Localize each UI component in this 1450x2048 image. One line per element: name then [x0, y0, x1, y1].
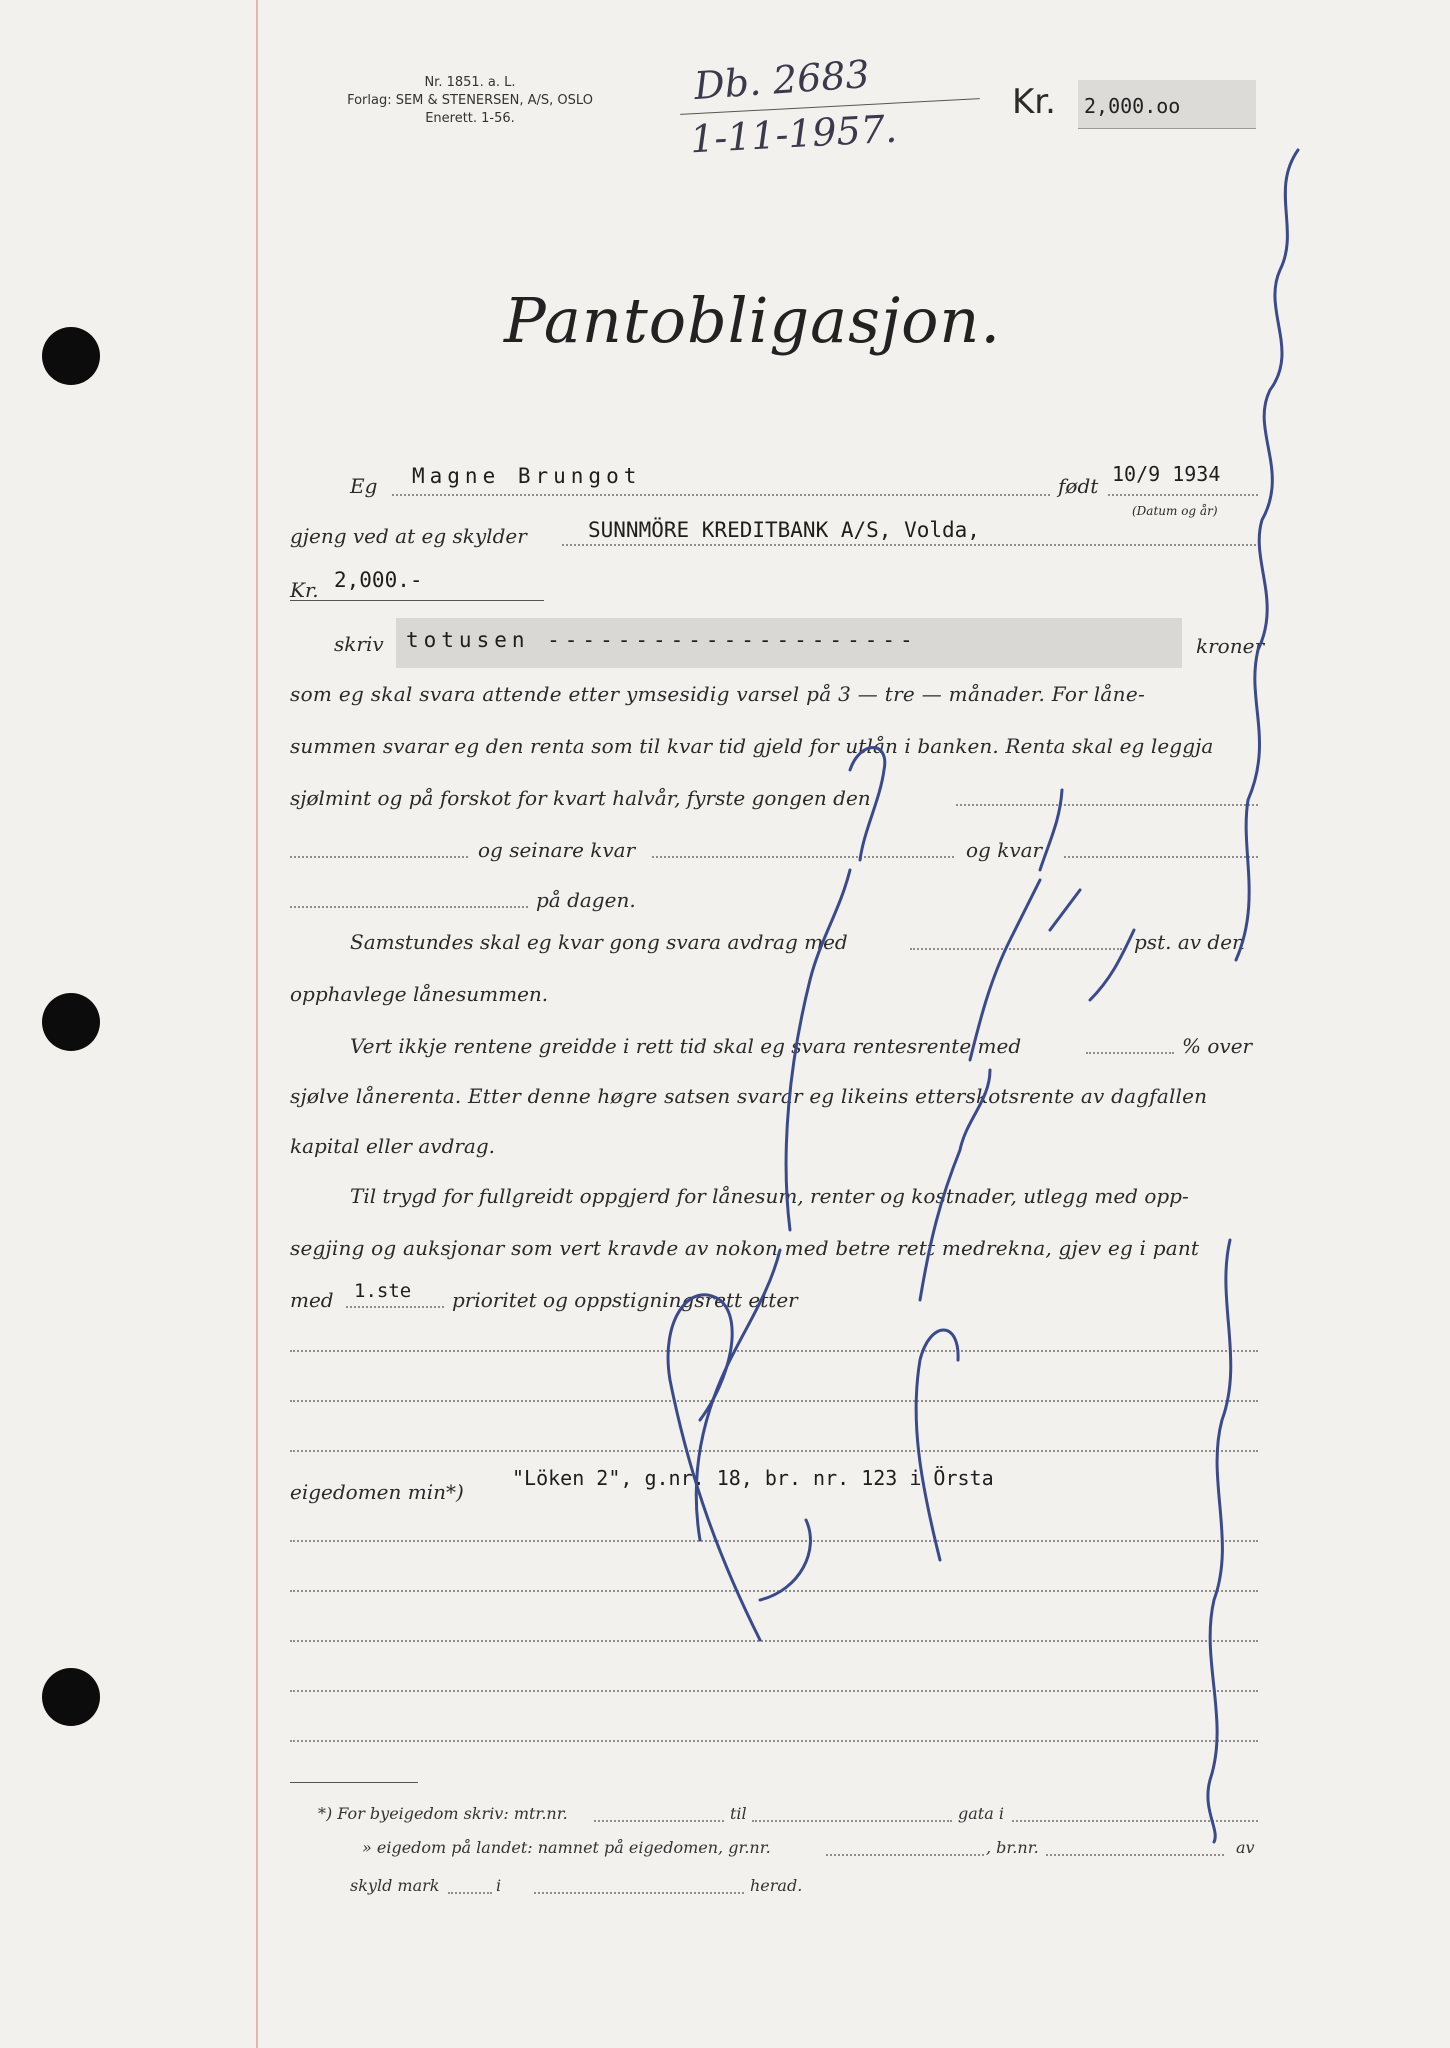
signature-stroke-2	[696, 1250, 780, 1540]
footnote-line-1a: *) For byeigedom skriv: mtr.nr.	[318, 1804, 568, 1823]
birth-date: 10/9 1934	[1112, 462, 1221, 486]
text-line-t1: Til trygd for fullgreidt oppgjerd for lånesum, renter og kostnader, utlegg med opp-	[350, 1184, 1189, 1208]
percent-over-label: % over	[1182, 1034, 1253, 1058]
debtor-name: Magne Brungot	[412, 464, 642, 488]
pa-dagen-label: på dagen.	[536, 888, 636, 912]
gjeng-label: gjeng ved at eg skylder	[290, 524, 527, 548]
footnote-line-1b: til	[730, 1804, 747, 1823]
text-opphavlege: opphavlege lånesummen.	[290, 982, 549, 1006]
kroner-label: kroner	[1196, 634, 1264, 658]
footnote-line-2a: » eigedom på landet: namnet på eigedomen, gr.nr.	[362, 1838, 771, 1857]
signature-stroke-4	[850, 748, 885, 861]
copyright-note: Enerett. 1-56.	[425, 111, 515, 126]
seinare-label: og seinare kvar	[478, 838, 636, 862]
med-label: med	[290, 1288, 334, 1312]
footnote-line-3a: skyld mark	[350, 1876, 440, 1895]
eg-label: Eg	[350, 474, 378, 498]
footnote-line-1c: gata i	[958, 1804, 1004, 1823]
footnote-line-2b: , br.nr.	[986, 1838, 1039, 1857]
pst-label: pst. av den	[1134, 930, 1245, 954]
handwritten-date: 1-11-1957.	[688, 106, 899, 162]
amount-currency-label: Kr.	[1012, 82, 1056, 122]
instalment-text: Samstundes skal eg kvar gong svara avdrag med	[350, 930, 848, 954]
signature-stroke-7	[970, 880, 1040, 1060]
document-title: Pantobligasjon.	[504, 284, 1002, 357]
priority-value: 1.ste	[354, 1280, 412, 1302]
text-line-v3: kapital eller avdrag.	[290, 1134, 496, 1158]
text-line-v2: sjølve lånerenta. Etter denne høgre satsen svarar eg likeins etterskotsrente av dagfallen	[290, 1084, 1208, 1108]
footnote-line-3c: herad.	[750, 1876, 803, 1895]
amount-in-words: totusen ---------------------	[406, 628, 918, 652]
handwritten-reference: Db. 2683	[692, 51, 871, 109]
priority-text: prioritet og oppstigningsrett etter	[452, 1288, 798, 1312]
skriv-label: skriv	[334, 632, 384, 656]
loan-amount: 2,000.-	[334, 568, 423, 592]
datum-hint: (Datum og år)	[1132, 504, 1218, 518]
signature-stroke-6	[920, 1070, 990, 1300]
form-number: Nr. 1851. a. L.	[424, 75, 516, 90]
signature-stroke-10	[1090, 930, 1134, 1000]
eigedom-label: eigedomen min*)	[290, 1480, 464, 1504]
amount-box-value: 2,000.oo	[1084, 94, 1181, 118]
text-line-1: som eg skal svara attende etter ymsesidig varsel på 3 — tre — månader. For låne-	[290, 682, 1146, 706]
signature-stroke-3	[786, 870, 850, 1230]
signature-stroke-8	[1040, 790, 1080, 930]
squiggle-right-lower	[1208, 1240, 1231, 1842]
fodt-label: født	[1058, 474, 1099, 498]
interest-text: Vert ikkje rentene greidde i rett tid skal eg svara rentesrente med	[350, 1034, 1022, 1058]
squiggle-right-upper	[1236, 150, 1298, 960]
property-description: "Löken 2", g.nr. 18, br. nr. 123 i Örsta	[512, 1466, 994, 1490]
text-line-t2: segjing og auksjonar som vert kravde av nokon med betre rett medrekna, gjev eg i pant	[290, 1236, 1200, 1260]
text-line-2: summen svarar eg den renta som til kvar tid gjeld for utlån i banken. Renta skal eg leggja	[290, 734, 1214, 758]
publisher-name: Forlag: SEM & STENERSEN, A/S, OSLO	[347, 93, 593, 108]
og-kvar-label: og kvar	[966, 838, 1043, 862]
creditor-name: SUNNMÖRE KREDITBANK A/S, Volda,	[588, 518, 980, 542]
signature-stroke-1	[668, 1295, 760, 1640]
signature-stroke-5	[916, 1330, 958, 1560]
footnote-line-3b: i	[496, 1876, 502, 1895]
kr-label: Kr.	[290, 578, 319, 602]
footnote-line-2c: av	[1236, 1838, 1255, 1857]
signature-stroke-9	[760, 1520, 810, 1600]
text-line-3: sjølmint og på forskot for kvart halvår, fyrste gongen den	[290, 786, 871, 810]
